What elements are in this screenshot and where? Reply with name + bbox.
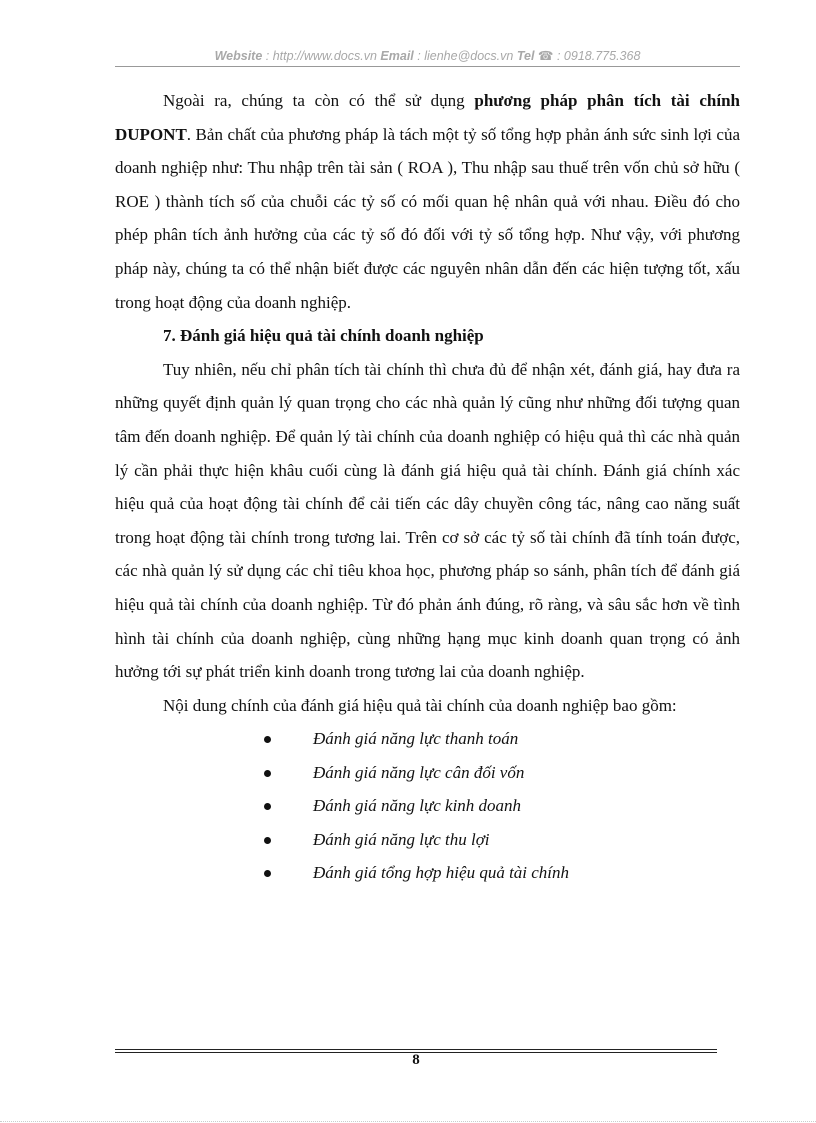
paragraph-dupont bbox=[115, 84, 740, 319]
paragraph-dupont-lead: Ngoài ra, chúng ta còn có thể sử dụng bbox=[163, 91, 475, 110]
paragraph-evaluation: Tuy nhiên, nếu chỉ phân tích tài chính thì chưa đủ để nhận xét, đánh giá, hay đưa ra những quyết định quản lý quan trọng cho các nhà quản lý cũng như những đối tượng quan tâm đến doanh nghiệp. Để quản lý tài chính của doanh nghiệp có hiệu quả thì các nhà quản lý cần phải thực hiện khâu cuối cùng là đánh giá hiệu quả tài chính. Đánh giá chính xác hiệu quả của hoạt động tài chính để cải tiến các dây chuyền công tác, nâng cao năng suất trong hoạt động tài chính trong tương lai. Trên cơ sở các tỷ số tài chính đã tính toán được, các nhà quản lý sử dụng các chỉ tiêu khoa học, phương pháp so sánh, phân tích để đánh giá hiệu quả tài chính của doanh nghiệp. Từ đó phản ánh đúng, rõ ràng, và sâu sắc hơn về tình hình tài chính của doanh nghiệp, cùng những hạng mục kinh doanh quan trọng có ảnh hưởng tới sự phát triển kinh doanh trong tương lai của doanh nghiệp. bbox=[115, 359, 740, 682]
tel-value: : 0918.775.368 bbox=[556, 49, 641, 63]
evaluation-bullet-list bbox=[115, 722, 740, 890]
page-header bbox=[115, 48, 740, 63]
document-body bbox=[115, 84, 740, 890]
list-item bbox=[115, 722, 740, 756]
phone-icon: ☎ bbox=[537, 49, 554, 63]
list-item bbox=[115, 823, 740, 857]
page-number: 8 bbox=[412, 1052, 420, 1068]
bullet-icon bbox=[264, 736, 271, 743]
list-item-text: Đánh giá năng lực thanh toán bbox=[313, 729, 519, 749]
list-item-text: Đánh giá năng lực thu lợi bbox=[313, 829, 490, 849]
list-item-text: Đánh giá năng lực kinh doanh bbox=[313, 796, 522, 816]
bullet-icon bbox=[264, 870, 271, 877]
section-heading-7: 7. Đánh giá hiệu quả tài chính doanh nghiệp bbox=[163, 326, 484, 346]
list-item-text: Đánh giá năng lực cân đối vốn bbox=[313, 762, 525, 782]
page-bottom-border bbox=[0, 1121, 816, 1122]
paragraph-contents: Nội dung chính của đánh giá hiệu quả tài chính của doanh nghiệp bao gồm: bbox=[163, 695, 677, 715]
list-item bbox=[115, 856, 740, 890]
website-value: : http://www.docs.vn bbox=[265, 49, 377, 63]
email-label: Email bbox=[380, 49, 414, 63]
tel-label: Tel bbox=[516, 49, 535, 63]
email-value: : lienhe@docs.vn bbox=[417, 49, 514, 63]
list-item-text: Đánh giá tổng hợp hiệu quả tài chính bbox=[313, 863, 570, 883]
paragraph-dupont-bold: phương pháp phân tích tài chính DUPONT bbox=[115, 91, 740, 144]
bullet-icon bbox=[264, 803, 271, 810]
website-label: Website bbox=[214, 49, 263, 63]
bullet-icon bbox=[264, 770, 271, 777]
header-divider bbox=[115, 66, 740, 67]
bullet-icon bbox=[264, 837, 271, 844]
paragraph-dupont-rest: . Bản chất của phương pháp là tách một tỷ số tổng hợp phản ánh sức sinh lợi của doanh nghiệp như: Thu nhập trên tài sản ( ROA ), Thu nhập sau thuế trên vốn chủ sở hữu ( ROE ) thành tích số của chuỗi các tỷ số có mối quan hệ nhân quả với nhau. Điều đó cho phép phân tích ảnh hưởng của các tỷ số đó đối với tỷ số tổng hợp. Như vậy, với phương pháp này, chúng ta có thể nhận biết được các nguyên nhân dẫn đến các hiện tượng tốt, xấu trong hoạt động của doanh nghiệp. bbox=[115, 124, 740, 312]
list-item bbox=[115, 756, 740, 790]
list-item bbox=[115, 789, 740, 823]
footer-divider bbox=[115, 1049, 717, 1050]
